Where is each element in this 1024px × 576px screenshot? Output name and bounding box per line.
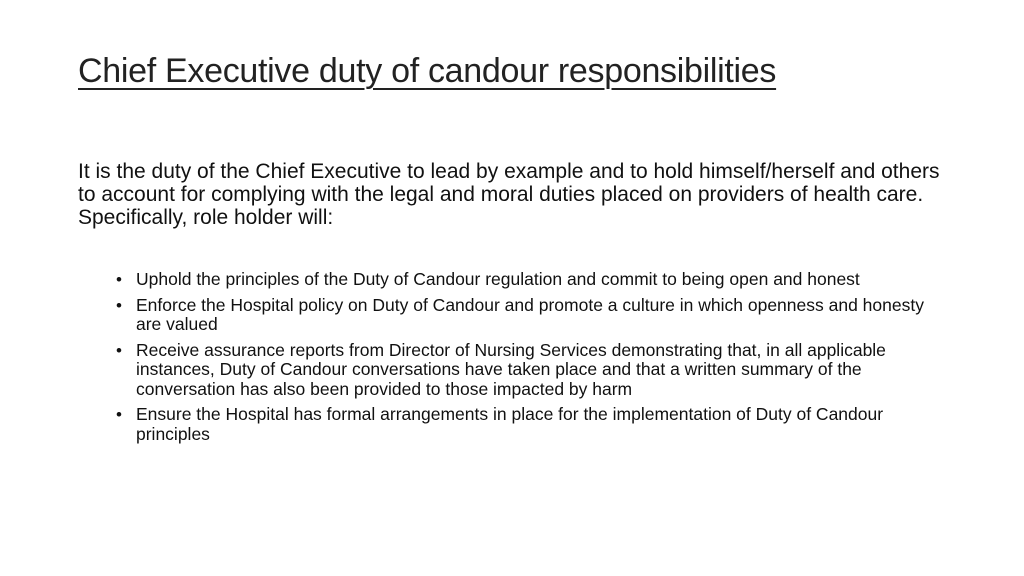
list-item-text: Ensure the Hospital has formal arrangements in place for the implementation of Duty of Candour principles — [136, 404, 884, 444]
list-item-text: Enforce the Hospital policy on Duty of Candour and promote a culture in which openness and honesty are valued — [136, 294, 924, 334]
list-item — [116, 296, 936, 335]
bullet-icon: • — [116, 295, 122, 315]
list-item-text: Uphold the principles of the Duty of Candour regulation and commit to being open and honest — [136, 269, 860, 289]
list-item-text: Receive assurance reports from Director of Nursing Services demonstrating that, in all applicable instances, Duty of Candour conversations have taken place and that a written summary of the conversation has also been provided to those impacted by harm — [136, 339, 886, 399]
list-item — [116, 405, 936, 444]
list-item — [116, 341, 936, 400]
slide-title: Chief Executive duty of candour responsibilities — [78, 52, 777, 90]
responsibilities-list — [116, 270, 936, 450]
bullet-icon: • — [116, 270, 122, 289]
bullet-icon: • — [116, 340, 122, 360]
bullet-icon: • — [116, 405, 122, 424]
list-item — [116, 270, 936, 290]
intro-paragraph: It is the duty of the Chief Executive to lead by example and to hold himself/herself and others to account for complying with the legal and moral duties placed on providers of health care. Specifically, role holder will: — [78, 160, 940, 229]
